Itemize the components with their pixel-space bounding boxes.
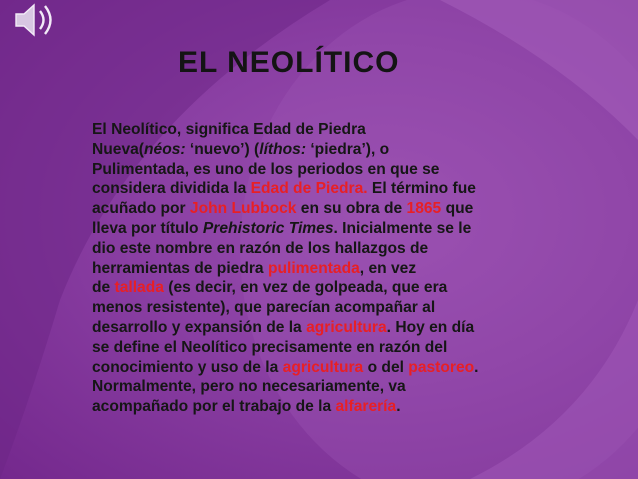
body-text-line — [92, 179, 540, 199]
highlighted-term: pastoreo — [408, 358, 475, 376]
text-segment: o del — [363, 358, 409, 376]
highlighted-term: alfarería — [335, 398, 397, 416]
slide-body-text — [92, 120, 540, 417]
text-segment: ‘piedra’), o — [306, 140, 390, 158]
highlighted-term: agricultura — [306, 318, 387, 336]
text-segment: acompañado por el trabajo de la — [92, 398, 336, 416]
text-segment: . Hoy en día — [386, 318, 475, 336]
text-segment: que — [441, 200, 474, 218]
body-text-line — [92, 358, 540, 378]
body-text-line — [92, 140, 540, 160]
body-text-line — [92, 160, 540, 180]
text-segment: , en vez — [359, 259, 417, 277]
text-segment: acuñado por — [92, 200, 190, 218]
text-segment: . Inicialmente se le — [333, 219, 472, 237]
text-segment: ‘nuevo’) ( — [185, 140, 260, 158]
body-text-line — [92, 120, 540, 140]
highlighted-term: Edad de Piedra. — [250, 180, 368, 198]
text-segment: de — [92, 279, 115, 297]
highlighted-term: John Lubbock — [189, 200, 297, 218]
body-text-line — [92, 397, 540, 417]
body-text-line — [92, 199, 540, 219]
text-segment: Pulimentada, es uno de los periodos en que se — [92, 160, 440, 178]
text-segment: conocimiento y uso de la — [92, 358, 283, 376]
text-segment: herramientas de piedra — [92, 259, 268, 277]
highlighted-term: agricultura — [282, 358, 364, 376]
body-text-line — [92, 318, 540, 338]
highlighted-term: pulimentada — [267, 259, 360, 277]
text-segment: El término fue — [367, 180, 476, 198]
italic-term: Prehistoric Times — [202, 219, 334, 237]
speaker-icon[interactable] — [4, 0, 58, 40]
text-segment: desarrollo y expansión de la — [92, 318, 307, 336]
body-text-line — [92, 298, 540, 318]
body-text-line — [92, 338, 540, 358]
italic-term: néos: — [144, 140, 186, 158]
text-segment: . — [474, 358, 479, 376]
text-segment: considera dividida la — [92, 180, 251, 198]
text-segment: menos resistente), que parecían acompañar al — [92, 299, 436, 317]
body-text-line — [92, 219, 540, 239]
text-segment: se define el Neolítico precisamente en razón del — [92, 338, 448, 356]
highlighted-term: tallada — [114, 279, 164, 297]
text-segment: dio este nombre en razón de los hallazgos de — [92, 239, 429, 257]
text-segment: Nueva( — [92, 140, 144, 158]
body-text-line — [92, 259, 540, 279]
italic-term: líthos: — [259, 140, 307, 158]
slide-title: EL NEOLÍTICO — [178, 46, 400, 79]
body-text-line — [92, 278, 540, 298]
text-segment: (es decir, en vez de golpeada, que era — [163, 279, 448, 297]
body-text-line — [92, 377, 540, 397]
text-segment: El Neolítico, significa Edad de Piedra — [92, 121, 366, 138]
text-segment: . — [396, 398, 401, 416]
text-segment: en su obra de — [296, 200, 407, 218]
text-segment: lleva por título — [92, 219, 203, 237]
highlighted-term: 1865 — [406, 200, 442, 218]
text-segment: Normalmente, pero no necesariamente, va — [92, 378, 406, 396]
body-text-line — [92, 239, 540, 259]
